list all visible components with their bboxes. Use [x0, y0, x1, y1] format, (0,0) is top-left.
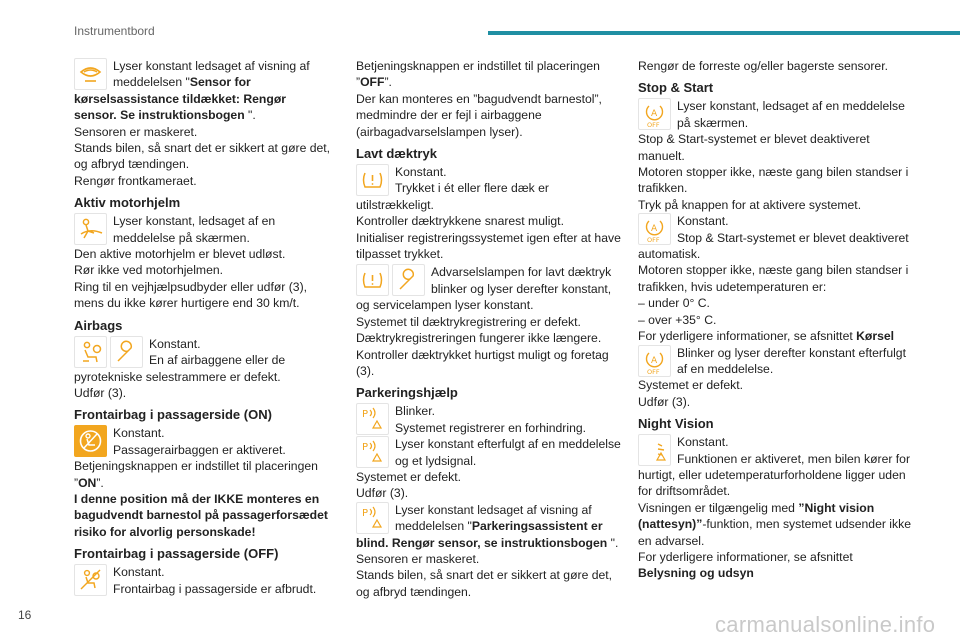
svg-text:OFF: OFF [647, 236, 660, 245]
entry-park-constant [356, 436, 626, 469]
entry-text: En af airbaggene eller de pyrotekniske selestrammere er defekt. [74, 353, 286, 384]
position-off: OFF [360, 75, 385, 90]
entry-text: Stop & Start-systemet er blevet deaktiveret automatisk. [638, 230, 909, 262]
header-accent-bar [488, 31, 960, 35]
svg-text:A: A [651, 355, 658, 366]
heading-airbags: Airbags [74, 317, 123, 333]
watermark: carmanualsonline.info [715, 612, 936, 637]
position-on: ON [78, 475, 97, 490]
paragraph: Tryk på knappen for at aktivere systemet. [638, 197, 862, 212]
entry-ss-fault [638, 345, 918, 378]
paragraph: Udfør (3). [638, 394, 691, 409]
heading-night-vision: Night Vision [638, 416, 714, 432]
entry-text: Lyser konstant ledsaget af visning af meddelelsen " [113, 59, 310, 90]
night-vision-icon [638, 434, 671, 466]
paragraph: Systemet til dæktrykregistrering er defekt. [356, 314, 581, 329]
pedestrian-hood-icon [74, 213, 107, 245]
entry-text: Advarselslampen for lavt dæktryk blinker og lyser derefter konstant, og servicelampen lyser konstant. [356, 265, 612, 313]
svg-text:A: A [651, 224, 658, 235]
entry-text: Lyser konstant efterfulgt af en meddelelse og et lydsignal. [395, 437, 621, 468]
column-3 [638, 58, 918, 582]
paragraph-text-end: -funktion, men systemet udsender ikke en advarsel. [638, 517, 911, 548]
list-item: – over +35° C. [638, 312, 717, 327]
entry-airbags [74, 336, 332, 385]
entry-park-blind [356, 502, 626, 551]
entry-text: Trykket i ét eller flere dæk er utilstrækkeligt. [356, 181, 549, 212]
entry-ss-manual [638, 98, 918, 131]
paragraph: Systemet er defekt. [356, 469, 461, 484]
entry-text: Konstant. [677, 435, 729, 450]
paragraph: Stands bilen, så snart det er sikkert at gøre det, og afbryd tændingen. [74, 141, 331, 172]
list-item: – under 0° C. [638, 296, 710, 311]
column-1 [74, 58, 332, 597]
section-reference: Belysning og udsyn [638, 566, 754, 581]
stop-start-off-icon [638, 98, 671, 130]
paragraph-text: Betjeningsknappen er indstillet til placeringen ” [74, 459, 318, 490]
tire-pressure-icon [356, 264, 389, 296]
heading-frontairbag-off: Frontairbag i passagerside (OFF) [74, 546, 279, 562]
wrench-icon [110, 336, 143, 368]
heading-aktiv-motorhjelm: Aktiv motorhjelm [74, 195, 181, 211]
column-2 [356, 58, 626, 600]
paragraph: Stop & Start-systemet er blevet deaktiveret manuelt. [638, 132, 870, 163]
paragraph: Udfør (3). [74, 385, 127, 400]
tire-pressure-icon [356, 164, 389, 196]
paragraph-text-end: ”. [384, 75, 392, 90]
paragraph: Stands bilen, så snart det er sikkert at gøre det, og afbryd tændingen. [356, 568, 613, 599]
airbag-on-icon [74, 425, 107, 457]
entry-text: Frontairbag i passagerside er afbrudt. [113, 581, 317, 596]
heading-stop-start: Stop & Start [638, 80, 714, 96]
paragraph: Kontroller dæktrykket hurtigst muligt og foretag (3). [356, 347, 609, 378]
paragraph: Systemet er defekt. [638, 378, 743, 393]
airbag-person-icon [74, 336, 107, 368]
function-name: ”Night vision (nattesyn)” [638, 500, 875, 532]
entry-text: Konstant. [113, 565, 165, 580]
paragraph: Udfør (3). [356, 486, 409, 501]
entry-text: Lyser konstant ledsaget af visning af meddelelsen " [395, 502, 592, 534]
entry-text: Passagerairbaggen er aktiveret. [113, 442, 286, 457]
paragraph: For yderligere informationer, se afsnittet [638, 549, 853, 564]
paragraph: Motoren stopper ikke, næste gang bilen standser i trafikken, hvis udetemperaturen er: [638, 263, 909, 294]
paragraph [638, 500, 918, 549]
warning-paragraph: I denne position må der IKKE monteres en bagudvendt barnestol på passagerforsædet risiko for alvorlig personskade! [74, 491, 328, 539]
paragraph: Den aktive motorhjelm er blevet udløst. [74, 247, 286, 262]
paragraph [74, 458, 332, 491]
paragraph: Motoren stopper ikke, næste gang bilen standser i trafikken. [638, 165, 909, 196]
paragraph-text: Visningen er tilgængelig med [638, 500, 799, 515]
entry-frontairbag-on [74, 425, 332, 458]
paragraph: Dæktrykregistreringen fungerer ikke længere. [356, 331, 602, 346]
paragraph [638, 328, 918, 344]
paragraph: Rengør de forreste og/eller bagerste sensorer. [638, 59, 888, 73]
entry-text: Lyser konstant, ledsaget af en meddelelse på skærmen. [677, 99, 905, 130]
entry-message-bold: Sensor for kørselsassistance tildækket: Rengør sensor. Se instruktionsbogen [74, 75, 287, 123]
park-assist-icon [356, 403, 389, 435]
paragraph: Rengør frontkameraet. [74, 173, 197, 188]
paragraph-text-end: ”. [96, 475, 104, 490]
entry-message-bold: Parkeringsassistent er blind. Rengør sensor, se instruktionsbogen [356, 519, 608, 550]
paragraph-text: Betjeningsknappen er indstillet til placeringen ” [356, 59, 600, 90]
svg-text:A: A [651, 109, 658, 120]
paragraph: Sensoren er maskeret. [74, 124, 198, 139]
airbag-off-icon [74, 564, 107, 596]
camera-sensor-icon [74, 58, 107, 90]
stop-start-off-icon [638, 213, 671, 245]
entry-text: Blinker. [395, 404, 435, 419]
entry-sensor-covered [74, 58, 332, 124]
entry-text: Lyser konstant, ledsaget af en meddelelse på skærmen. [113, 214, 276, 245]
entry-text: Konstant. [113, 426, 165, 441]
entry-text: Systemet registrerer en forhindring. [395, 420, 587, 435]
park-assist-icon [356, 502, 389, 534]
wrench-icon [392, 264, 425, 296]
entry-text: Konstant. [395, 165, 447, 180]
page-number: 16 [18, 608, 32, 622]
paragraph-text: For yderligere informationer, se afsnittet [638, 329, 857, 344]
park-assist-icon [356, 436, 389, 468]
heading-frontairbag-on: Frontairbag i passagerside (ON) [74, 407, 272, 423]
paragraph: Rør ikke ved motorhjelmen. [74, 263, 224, 278]
paragraph: Ring til en vejhjælpsudbyder eller udfør (3), mens du ikke kører hurtigere end 30 km/t. [74, 279, 308, 311]
entry-motorhjelm [74, 213, 332, 246]
entry-night-vision [638, 434, 918, 500]
svg-text:OFF: OFF [647, 367, 660, 376]
heading-parkeringshjaelp: Parkeringshjælp [356, 385, 458, 401]
entry-tire-blinking [356, 264, 626, 313]
paragraph: Kontroller dæktrykkene snarest muligt. [356, 214, 564, 229]
entry-ss-auto [638, 213, 918, 262]
entry-text: Konstant. [149, 336, 201, 351]
entry-frontairbag-off [74, 564, 332, 597]
svg-text:P: P [362, 507, 369, 519]
section-reference: Kørsel [856, 329, 895, 344]
entry-text: Funktionen er aktiveret, men bilen kører for hurtigt, eller udetemperaturforholdene ligger uden for driftsområdet. [638, 451, 911, 499]
entry-text-end: ". [607, 535, 619, 550]
stop-start-off-icon [638, 345, 671, 377]
paragraph: Der kan monteres en ”bagudvendt barnestol”, medmindre der er fejl i airbaggene (airbagadvarselslampen lyser). [356, 91, 602, 139]
heading-lavt-daektryk: Lavt dæktryk [356, 146, 437, 162]
svg-text:P: P [362, 409, 369, 421]
svg-text:OFF: OFF [647, 121, 660, 130]
svg-text:P: P [362, 442, 369, 454]
entry-tire-constant [356, 164, 626, 213]
entry-text: Konstant. [677, 214, 729, 229]
paragraph: Sensoren er maskeret. [356, 551, 480, 566]
entry-text: Blinker og lyser derefter konstant efterfulgt af en meddelelse. [677, 345, 906, 376]
entry-park-blink [356, 403, 626, 436]
entry-text-end: ". [244, 108, 256, 123]
header-section-title: Instrumentbord [74, 24, 155, 38]
paragraph [356, 58, 626, 91]
paragraph: Initialiser registreringssystemet igen efter at have tilpasset trykket. [356, 230, 621, 262]
